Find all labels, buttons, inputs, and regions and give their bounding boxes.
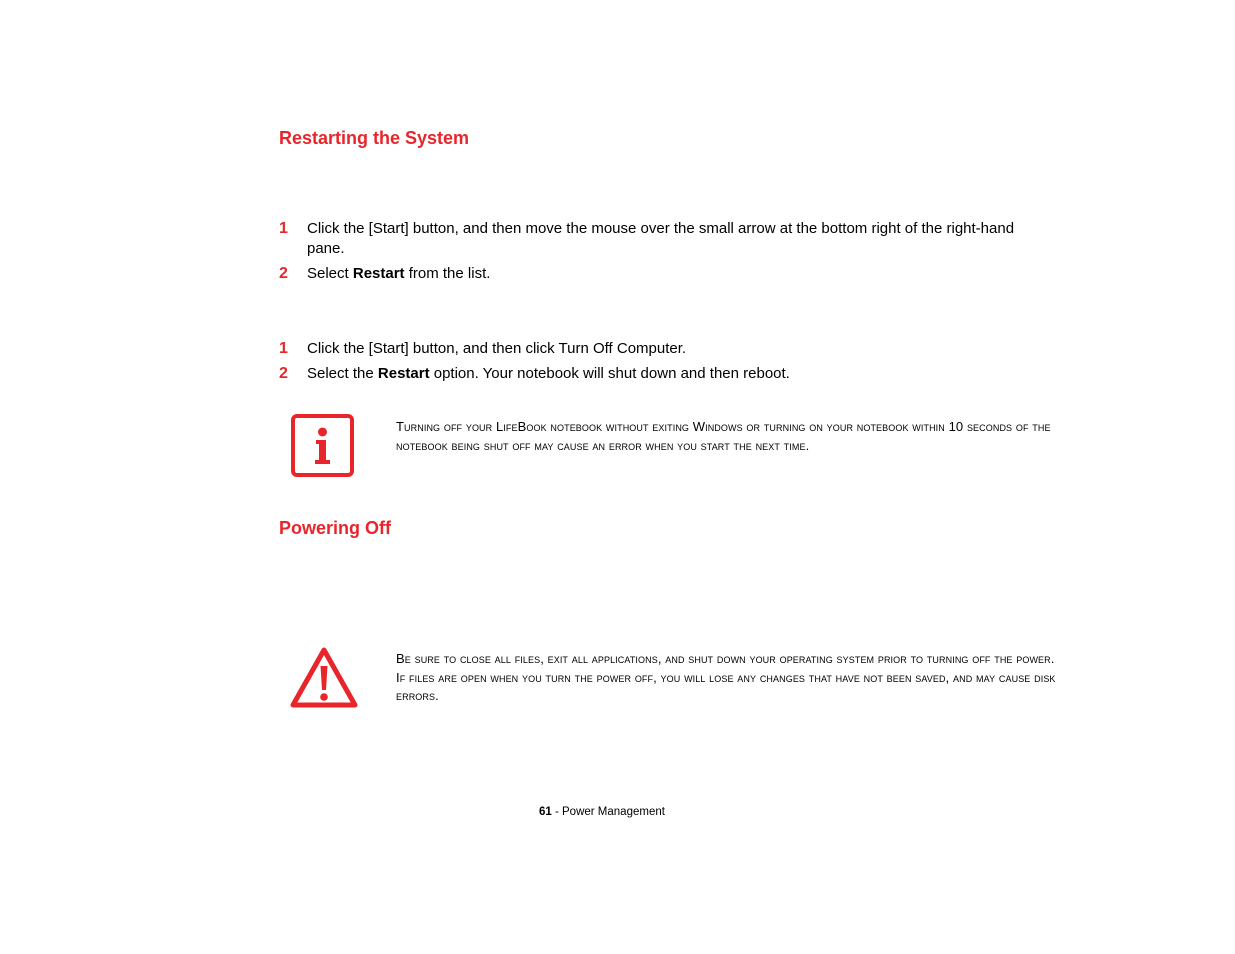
info-icon [290,413,356,479]
step-text: Select the Restart option. Your notebook will shut down and then reboot. [307,365,790,382]
page-footer [539,806,665,818]
warning-icon [289,646,359,710]
step-number: 2 [279,265,288,282]
step-b1 [279,339,1049,359]
step-number: 2 [279,365,288,382]
bold-restart: Restart [352,265,405,282]
step-number: 1 [279,340,288,357]
warning-note: Be sure to close all files, exit all applications, and shut down your operating system prior to turning off the power. If files are open when you turn the power off, you will lose any changes that have not been saved, and may cause disk errors. [396,651,1056,703]
footer-section: - Power Management [551,806,665,818]
step-a1 [279,219,1049,259]
step-text: Click the [Start] button, and then move the mouse over the small arrow at the bottom right of the right-hand pane. [307,220,1015,257]
step-b2 [279,364,1049,384]
step-number: 1 [279,220,288,237]
step-text: Select Restart from the list. [307,265,491,282]
info-note: Turning off your LifeBook notebook without exiting Windows or turning on your notebook within 10 seconds of the notebook being shut off may cause an error when you start the next time. [396,419,1051,453]
step-text: Click the [Start] button, and then click Turn Off Computer. [307,340,687,357]
step-a2 [279,264,1049,284]
bold-restart: Restart [377,365,430,382]
section-heading-restart: Restarting the System [279,128,470,148]
page-number: 61 [539,806,552,818]
section-heading-powering-off: Powering Off [279,518,391,538]
